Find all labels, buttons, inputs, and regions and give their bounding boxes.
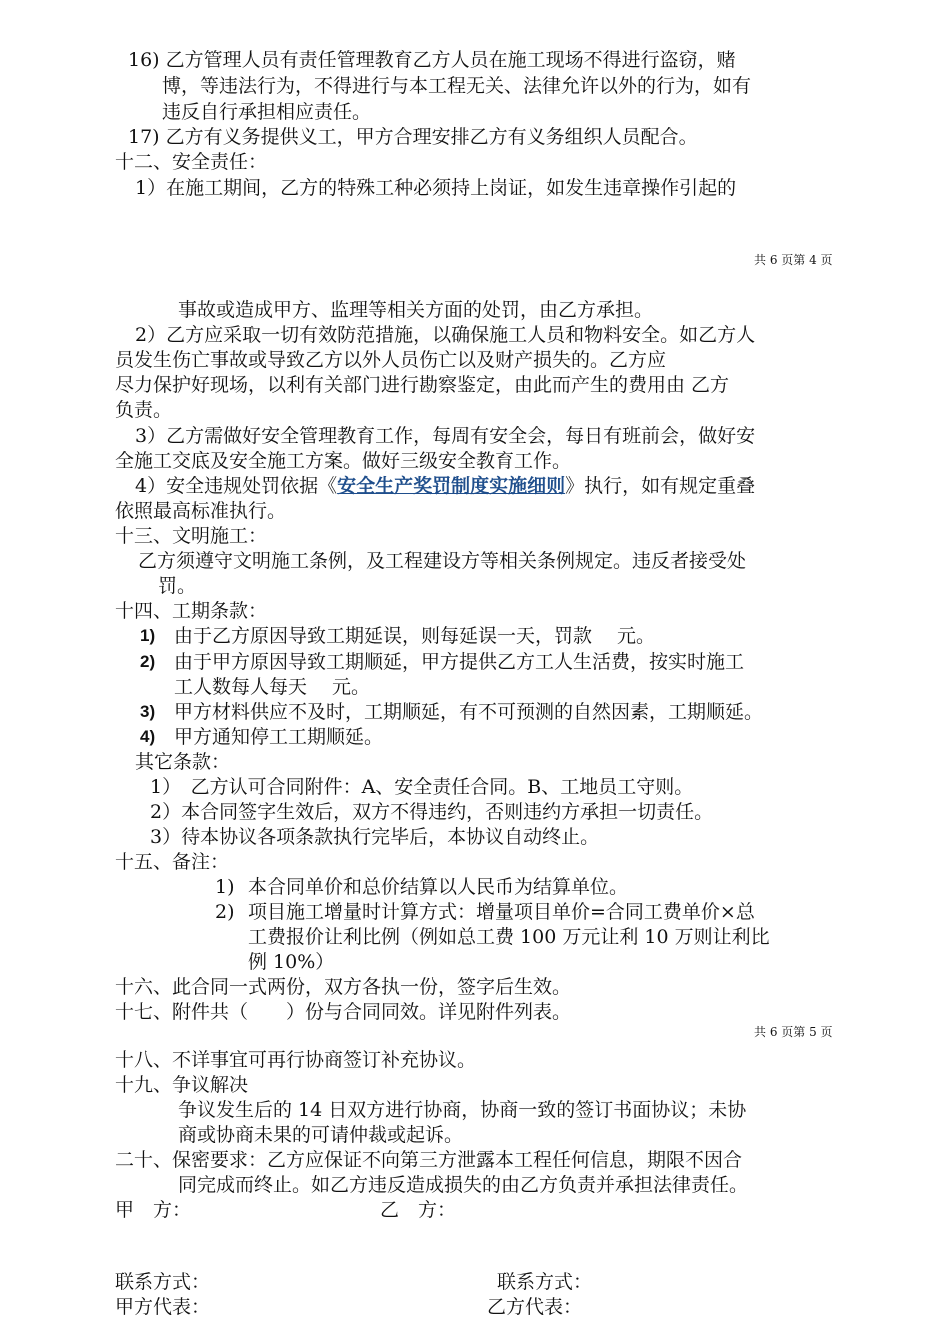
party-a-label: 甲 方： — [115, 1199, 192, 1221]
s14-item-3-text: 甲方材料供应不及时，工期顺延，有不可预测的自然因素，工期顺延。 — [174, 701, 764, 723]
contact-a-label: 联系方式： — [115, 1271, 211, 1293]
section-20-line-1: 二十、保密要求：乙方应保证不向第三方泄露本工程任何信息，期限不因合 — [115, 1149, 743, 1171]
rep-a-label: 甲方代表： — [115, 1296, 211, 1318]
s15-item-1-num: 1) — [215, 876, 235, 898]
safety-item-1-line-2: 事故或造成甲方、监理等相关方面的处罚，由乙方承担。 — [178, 299, 654, 321]
section-12-title: 十二、安全责任： — [115, 151, 268, 173]
safety-item-3-line-1: 3）乙方需做好安全管理教育工作，每周有安全会，每日有班前会，做好安 — [135, 425, 756, 447]
safety-item-1-line-1: 1）在施工期间，乙方的特殊工种必须持上岗证，如发生违章操作引起的 — [135, 177, 737, 199]
safety-item-4-line-1 — [135, 474, 755, 498]
section-14-title: 十四、工期条款： — [115, 600, 268, 622]
page-5-footer: 共 6 页第 5 页 — [754, 1025, 833, 1039]
clause-17: 17) 乙方有义务提供义工，甲方合理安排乙方有义务组织人员配合。 — [128, 126, 698, 148]
contact-b-label: 联系方式： — [497, 1271, 593, 1293]
safety-item-2-line-3: 尽力保护好现场，以利有关部门进行勘察鉴定，由此而产生的费用由 乙方 — [115, 374, 730, 396]
s14-item-2-text-cont: 工人数每人每天 元。 — [174, 676, 371, 698]
safety-item-2-line-2: 员发生伤亡事故或导致乙方以外人员伤亡以及财产损失的。乙方应 — [115, 349, 667, 371]
other-terms-title: 其它条款： — [135, 751, 231, 773]
safety-rules-link[interactable]: 安全生产奖罚制度实施细则 — [337, 475, 566, 497]
section-15-title: 十五、备注： — [115, 851, 230, 873]
safety-item-4-suffix: 》执行，如有规定重叠 — [565, 475, 756, 497]
safety-item-2-line-4: 负责。 — [115, 399, 173, 421]
section-19-line-2: 商或协商未果的可请仲裁或起诉。 — [178, 1124, 464, 1146]
section-13-line-1: 乙方须遵守文明施工条例，及工程建设方等相关条例规定。违反者接受处 — [138, 550, 747, 572]
other-term-3: 3）待本协议各项条款执行完毕后，本协议自动终止。 — [150, 826, 600, 848]
other-term-2: 2）本合同签字生效后，双方不得违约，否则违约方承担一切责任。 — [150, 801, 714, 823]
clause-16-line-2: 博，等违法行为，不得进行与本工程无关、法律允许以外的行为，如有 — [162, 75, 752, 97]
s15-item-2-text-cont-2: 例 10%） — [248, 951, 335, 973]
section-18: 十八、不详事宜可再行协商签订补充协议。 — [115, 1049, 477, 1071]
party-b-label: 乙 方： — [380, 1199, 457, 1221]
section-17: 十七、附件共（ ）份与合同同效。详见附件列表。 — [115, 1001, 572, 1023]
s14-item-2-text: 由于甲方原因导致工期顺延，甲方提供乙方工人生活费，按实时施工 — [174, 651, 745, 673]
rep-b-label: 乙方代表： — [487, 1296, 583, 1318]
s15-item-2-text-cont-1: 工费报价让利比例（例如总工费 100 万元让利 10 万则让利比 — [248, 926, 770, 948]
section-13-title: 十三、文明施工： — [115, 525, 268, 547]
clause-16-line-1: 16) 乙方管理人员有责任管理教育乙方人员在施工现场不得进行盗窃，赌 — [128, 49, 736, 71]
s14-item-4-text: 甲方通知停工工期顺延。 — [174, 726, 384, 748]
s15-item-2-text: 项目施工增量时计算方式：增量项目单价=合同工费单价×总 — [248, 901, 755, 923]
s14-item-2-num: 2) — [140, 652, 156, 671]
other-term-1: 1） 乙方认可合同附件：A、安全责任合同。B、工地员工守则。 — [150, 776, 694, 798]
s15-item-1-text: 本合同单价和总价结算以人民币为结算单位。 — [248, 876, 629, 898]
s15-item-2-num: 2) — [215, 901, 235, 923]
clause-16-line-3: 违反自行承担相应责任。 — [162, 101, 372, 123]
section-13-line-2: 罚。 — [158, 575, 197, 597]
section-16: 十六、此合同一式两份，双方各执一份，签字后生效。 — [115, 976, 572, 998]
page-4-footer: 共 6 页第 4 页 — [754, 253, 833, 267]
safety-item-4-line-2: 依照最高标准执行。 — [115, 500, 287, 522]
s14-item-4-num: 4) — [140, 727, 156, 746]
s14-item-1-text: 由于乙方原因导致工期延误，则每延误一天，罚款 元。 — [174, 625, 656, 647]
safety-item-3-line-2: 全施工交底及安全施工方案。做好三级安全教育工作。 — [115, 450, 572, 472]
s14-item-1-num: 1) — [140, 626, 156, 645]
section-19-line-1: 争议发生后的 14 日双方进行协商，协商一致的签订书面协议；未协 — [178, 1099, 747, 1121]
safety-item-4-prefix: 4）安全违规处罚依据《 — [135, 475, 338, 497]
section-20-line-2: 同完成而终止。如乙方违反造成损失的由乙方负责并承担法律责任。 — [178, 1174, 749, 1196]
safety-item-2-line-1: 2）乙方应采取一切有效防范措施，以确保施工人员和物料安全。如乙方人 — [135, 324, 756, 346]
section-19-title: 十九、争议解决 — [115, 1074, 249, 1096]
s14-item-3-num: 3) — [140, 702, 156, 721]
